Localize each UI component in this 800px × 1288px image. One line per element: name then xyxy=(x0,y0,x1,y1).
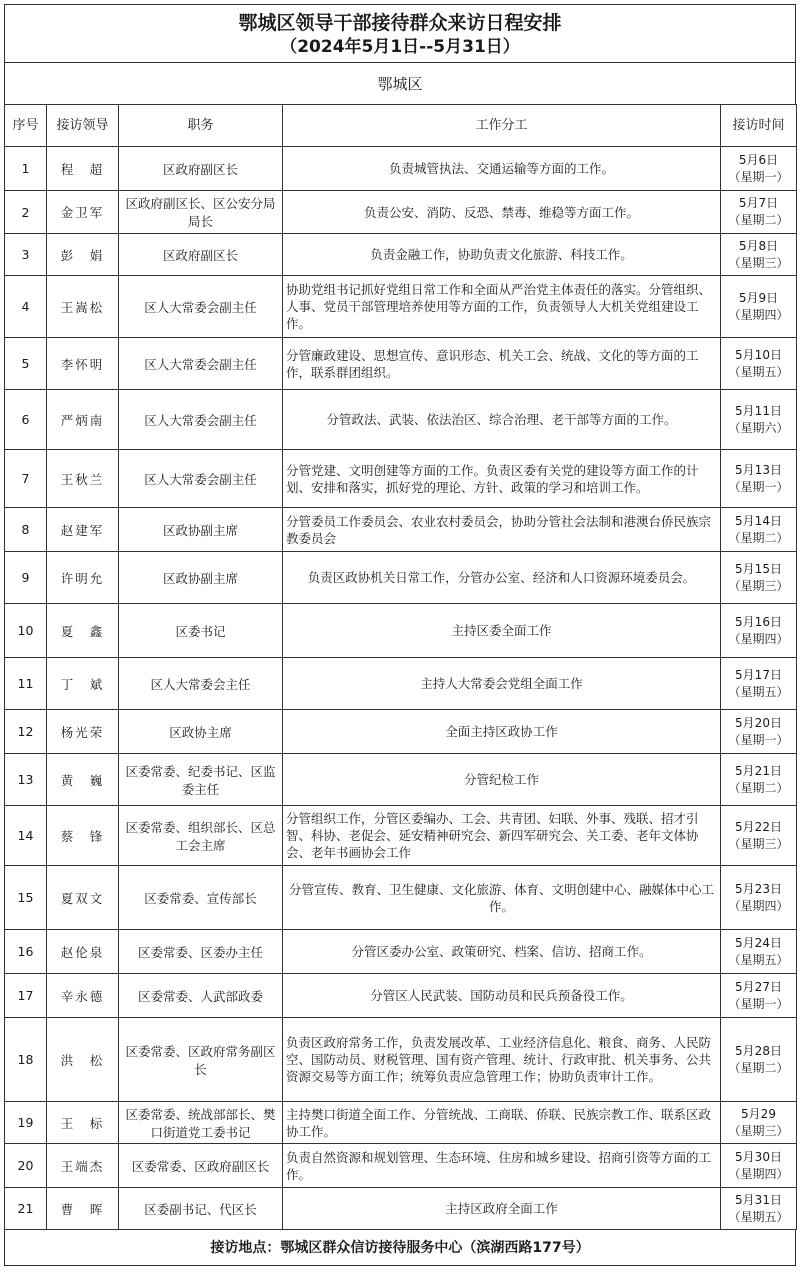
header-leader: 接访领导 xyxy=(47,105,119,147)
duty-cell: 负责区政府常务工作，负责发展改革、工业经济信息化、粮食、商务、人民防空、国防动员、财税管理、国有资产管理、统计、行政审批、机关事务、公共资源交易等方面工作；统筹负责应急管理工作；协助负责审计工作。 xyxy=(283,1018,721,1102)
leader-name: 王 标 xyxy=(47,1102,119,1144)
position-cell: 区委常委、人武部政委 xyxy=(119,974,283,1018)
duty-cell: 分管党建、文明创建等方面的工作。负责区委有关党的建设等方面工作的计划、安排和落实，抓好党的理论、方针、政策的学习和培训工作。 xyxy=(283,450,721,508)
table-row xyxy=(5,806,797,866)
duty-cell: 分管委员工作委员会、农业农村委员会，协助分管社会法制和港澳台侨民族宗教委员会 xyxy=(283,508,721,552)
visit-time-cell xyxy=(721,658,797,710)
leader-name: 杨光荣 xyxy=(47,710,119,754)
schedule-table xyxy=(4,104,797,1230)
visit-weekday: （星期四） xyxy=(728,1166,789,1181)
visit-weekday: （星期一） xyxy=(728,732,789,747)
header-row xyxy=(5,105,797,147)
position-cell: 区政府副区长 xyxy=(119,234,283,276)
table-row xyxy=(5,1018,797,1102)
visit-date: 5月30日 xyxy=(735,1149,782,1164)
header-duty: 工作分工 xyxy=(283,105,721,147)
duty-cell: 主持樊口街道全面工作、分管统战、工商联、侨联、民族宗教工作、联系区政协工作。 xyxy=(283,1102,721,1144)
visit-weekday: （星期三） xyxy=(728,255,789,270)
visit-date: 5月6日 xyxy=(738,152,779,167)
visit-date: 5月8日 xyxy=(738,238,779,253)
visit-date: 5月31日 xyxy=(735,1192,782,1207)
visit-time-cell xyxy=(721,1144,797,1188)
position-cell: 区委常委、区委办主任 xyxy=(119,930,283,974)
row-number: 19 xyxy=(5,1102,47,1144)
visit-date: 5月21日 xyxy=(735,763,782,778)
leader-name: 金卫军 xyxy=(47,191,119,234)
visit-date: 5月15日 xyxy=(735,561,782,576)
position-cell: 区政府副区长 xyxy=(119,147,283,191)
visit-date: 5月29 xyxy=(741,1106,776,1121)
position-cell: 区委书记 xyxy=(119,604,283,658)
position-cell: 区政府副区长、区公安分局局长 xyxy=(119,191,283,234)
position-cell: 区人大常委会主任 xyxy=(119,658,283,710)
duty-cell: 负责城管执法、交通运输等方面的工作。 xyxy=(283,147,721,191)
visit-weekday: （星期五） xyxy=(728,1209,789,1224)
header-time: 接访时间 xyxy=(721,105,797,147)
duty-cell: 分管廉政建设、思想宣传、意识形态、机关工会、统战、文化的等方面的工作，联系群团组织。 xyxy=(283,338,721,390)
leader-name: 辛永德 xyxy=(47,974,119,1018)
table-row xyxy=(5,338,797,390)
row-number: 8 xyxy=(5,508,47,552)
duty-cell: 主持区政府全面工作 xyxy=(283,1188,721,1230)
position-cell: 区人大常委会副主任 xyxy=(119,276,283,338)
visit-weekday: （星期四） xyxy=(728,631,789,646)
visit-time-cell xyxy=(721,604,797,658)
leader-name: 曹 晖 xyxy=(47,1188,119,1230)
leader-name: 赵伦泉 xyxy=(47,930,119,974)
position-cell: 区委常委、区政府常务副区长 xyxy=(119,1018,283,1102)
table-row xyxy=(5,604,797,658)
position-cell: 区人大常委会副主任 xyxy=(119,338,283,390)
visit-time-cell xyxy=(721,1102,797,1144)
visit-weekday: （星期二） xyxy=(728,213,789,227)
visit-weekday: （星期三） xyxy=(728,836,789,851)
leader-name: 王秋兰 xyxy=(47,450,119,508)
position-cell: 区委副书记、代区长 xyxy=(119,1188,283,1230)
visit-weekday: （星期三） xyxy=(728,1123,789,1138)
position-cell: 区委常委、统战部部长、樊口街道党工委书记 xyxy=(119,1102,283,1144)
table-row xyxy=(5,552,797,604)
visit-time-cell xyxy=(721,508,797,552)
visit-time-cell xyxy=(721,234,797,276)
visit-time-cell xyxy=(721,866,797,930)
visit-weekday: （星期五） xyxy=(728,364,789,379)
table-row xyxy=(5,191,797,234)
visit-time-cell xyxy=(721,390,797,450)
row-number: 7 xyxy=(5,450,47,508)
row-number: 15 xyxy=(5,866,47,930)
visit-weekday: （星期一） xyxy=(728,479,789,494)
visit-date: 5月17日 xyxy=(735,667,782,682)
duty-cell: 分管宣传、教育、卫生健康、文化旅游、体育、文明创建中心、融媒体中心工作。 xyxy=(283,866,721,930)
table-row xyxy=(5,1102,797,1144)
leader-name: 蔡 锋 xyxy=(47,806,119,866)
row-number: 9 xyxy=(5,552,47,604)
row-number: 5 xyxy=(5,338,47,390)
visit-weekday: （星期五） xyxy=(728,952,789,967)
leader-name: 夏 鑫 xyxy=(47,604,119,658)
duty-cell: 分管组织工作，分管区委编办、工会、共青团、妇联、外事、残联、招才引智、科协、老促会、延安精神研究会、新四军研究会、关工委、老年文体协会、老年书画协会工作 xyxy=(283,806,721,866)
row-number: 20 xyxy=(5,1144,47,1188)
visit-weekday: （星期二） xyxy=(728,530,789,545)
visit-date: 5月10日 xyxy=(735,347,782,362)
visit-date: 5月9日 xyxy=(738,290,779,305)
row-number: 13 xyxy=(5,754,47,806)
duty-cell: 负责金融工作，协助负责文化旅游、科技工作。 xyxy=(283,234,721,276)
leader-name: 赵建军 xyxy=(47,508,119,552)
row-number: 1 xyxy=(5,147,47,191)
visit-weekday: （星期五） xyxy=(728,684,789,699)
visit-weekday: （星期一） xyxy=(728,996,789,1011)
visit-time-cell xyxy=(721,754,797,806)
row-number: 10 xyxy=(5,604,47,658)
position-cell: 区人大常委会副主任 xyxy=(119,390,283,450)
visit-weekday: （星期二） xyxy=(728,1060,789,1075)
visit-time-cell xyxy=(721,806,797,866)
visit-date: 5月7日 xyxy=(738,196,779,210)
position-cell: 区人大常委会副主任 xyxy=(119,450,283,508)
visit-time-cell xyxy=(721,1188,797,1230)
visit-time-cell xyxy=(721,930,797,974)
table-row xyxy=(5,390,797,450)
row-number: 18 xyxy=(5,1018,47,1102)
visit-date: 5月22日 xyxy=(735,819,782,834)
visit-time-cell xyxy=(721,191,797,234)
schedule-sheet xyxy=(4,4,796,1266)
table-row xyxy=(5,508,797,552)
duty-cell: 分管纪检工作 xyxy=(283,754,721,806)
table-row xyxy=(5,974,797,1018)
position-cell: 区政协主席 xyxy=(119,710,283,754)
header-position: 职务 xyxy=(119,105,283,147)
visit-time-cell xyxy=(721,147,797,191)
duty-cell: 负责自然资源和规划管理、生态环境、住房和城乡建设、招商引资等方面的工作。 xyxy=(283,1144,721,1188)
page-subtitle: （2024年5月1日--5月31日） xyxy=(280,37,520,57)
visit-weekday: （星期三） xyxy=(728,578,789,593)
table-row xyxy=(5,1144,797,1188)
leader-name: 王端杰 xyxy=(47,1144,119,1188)
table-row xyxy=(5,930,797,974)
visit-date: 5月28日 xyxy=(735,1043,782,1058)
row-number: 14 xyxy=(5,806,47,866)
visit-weekday: （星期六） xyxy=(728,420,789,435)
table-row xyxy=(5,234,797,276)
visit-weekday: （星期四） xyxy=(728,898,789,913)
row-number: 2 xyxy=(5,191,47,234)
visit-date: 5月23日 xyxy=(735,881,782,896)
position-cell: 区委常委、组织部长、区总工会主席 xyxy=(119,806,283,866)
duty-cell: 全面主持区政协工作 xyxy=(283,710,721,754)
duty-cell: 协助党组书记抓好党组日常工作和全面从严治党主体责任的落实。分管组织、人事、党员干部管理培养使用等方面的工作，负责领导人大机关党组建设工作。 xyxy=(283,276,721,338)
position-cell: 区政协副主席 xyxy=(119,552,283,604)
leader-name: 丁 斌 xyxy=(47,658,119,710)
leader-name: 李怀明 xyxy=(47,338,119,390)
duty-cell: 分管区人民武装、国防动员和民兵预备役工作。 xyxy=(283,974,721,1018)
table-row xyxy=(5,866,797,930)
leader-name: 王嵩松 xyxy=(47,276,119,338)
row-number: 12 xyxy=(5,710,47,754)
duty-cell: 分管区委办公室、政策研究、档案、信访、招商工作。 xyxy=(283,930,721,974)
row-number: 11 xyxy=(5,658,47,710)
duty-cell: 分管政法、武装、依法治区、综合治理、老干部等方面的工作。 xyxy=(283,390,721,450)
visit-location: 接访地点：鄂城区群众信访接待服务中心（滨湖西路177号） xyxy=(4,1230,796,1266)
table-body xyxy=(5,147,797,1230)
row-number: 17 xyxy=(5,974,47,1018)
visit-weekday: （星期二） xyxy=(728,780,789,795)
visit-date: 5月24日 xyxy=(735,935,782,950)
table-row xyxy=(5,276,797,338)
duty-cell: 负责公安、消防、反恐、禁毒、维稳等方面工作。 xyxy=(283,191,721,234)
leader-name: 许明允 xyxy=(47,552,119,604)
visit-date: 5月13日 xyxy=(735,462,782,477)
duty-cell: 主持人大常委会党组全面工作 xyxy=(283,658,721,710)
table-row xyxy=(5,1188,797,1230)
table-row xyxy=(5,710,797,754)
visit-date: 5月27日 xyxy=(735,979,782,994)
visit-time-cell xyxy=(721,710,797,754)
table-row xyxy=(5,147,797,191)
table-row xyxy=(5,754,797,806)
row-number: 4 xyxy=(5,276,47,338)
page-title: 鄂城区领导干部接待群众来访日程安排 xyxy=(238,12,562,34)
leader-name: 严炳南 xyxy=(47,390,119,450)
visit-time-cell xyxy=(721,552,797,604)
visit-date: 5月20日 xyxy=(735,715,782,730)
row-number: 6 xyxy=(5,390,47,450)
table-row xyxy=(5,450,797,508)
district-header: 鄂城区 xyxy=(4,62,796,104)
duty-cell: 主持区委全面工作 xyxy=(283,604,721,658)
leader-name: 黄 巍 xyxy=(47,754,119,806)
title-block xyxy=(4,4,796,62)
visit-date: 5月14日 xyxy=(735,513,782,528)
visit-time-cell xyxy=(721,276,797,338)
leader-name: 洪 松 xyxy=(47,1018,119,1102)
row-number: 21 xyxy=(5,1188,47,1230)
visit-time-cell xyxy=(721,450,797,508)
position-cell: 区委常委、纪委书记、区监委主任 xyxy=(119,754,283,806)
visit-weekday: （星期四） xyxy=(728,307,789,322)
position-cell: 区政协副主席 xyxy=(119,508,283,552)
table-row xyxy=(5,658,797,710)
header-no: 序号 xyxy=(5,105,47,147)
position-cell: 区委常委、区政府副区长 xyxy=(119,1144,283,1188)
row-number: 16 xyxy=(5,930,47,974)
position-cell: 区委常委、宣传部长 xyxy=(119,866,283,930)
duty-cell: 负责区政协机关日常工作，分管办公室、经济和人口资源环境委员会。 xyxy=(283,552,721,604)
row-number: 3 xyxy=(5,234,47,276)
leader-name: 夏双文 xyxy=(47,866,119,930)
visit-weekday: （星期一） xyxy=(728,169,789,184)
visit-time-cell xyxy=(721,974,797,1018)
visit-date: 5月16日 xyxy=(735,614,782,629)
leader-name: 彭 娟 xyxy=(47,234,119,276)
visit-time-cell xyxy=(721,1018,797,1102)
visit-time-cell xyxy=(721,338,797,390)
leader-name: 程 超 xyxy=(47,147,119,191)
visit-date: 5月11日 xyxy=(735,403,782,418)
